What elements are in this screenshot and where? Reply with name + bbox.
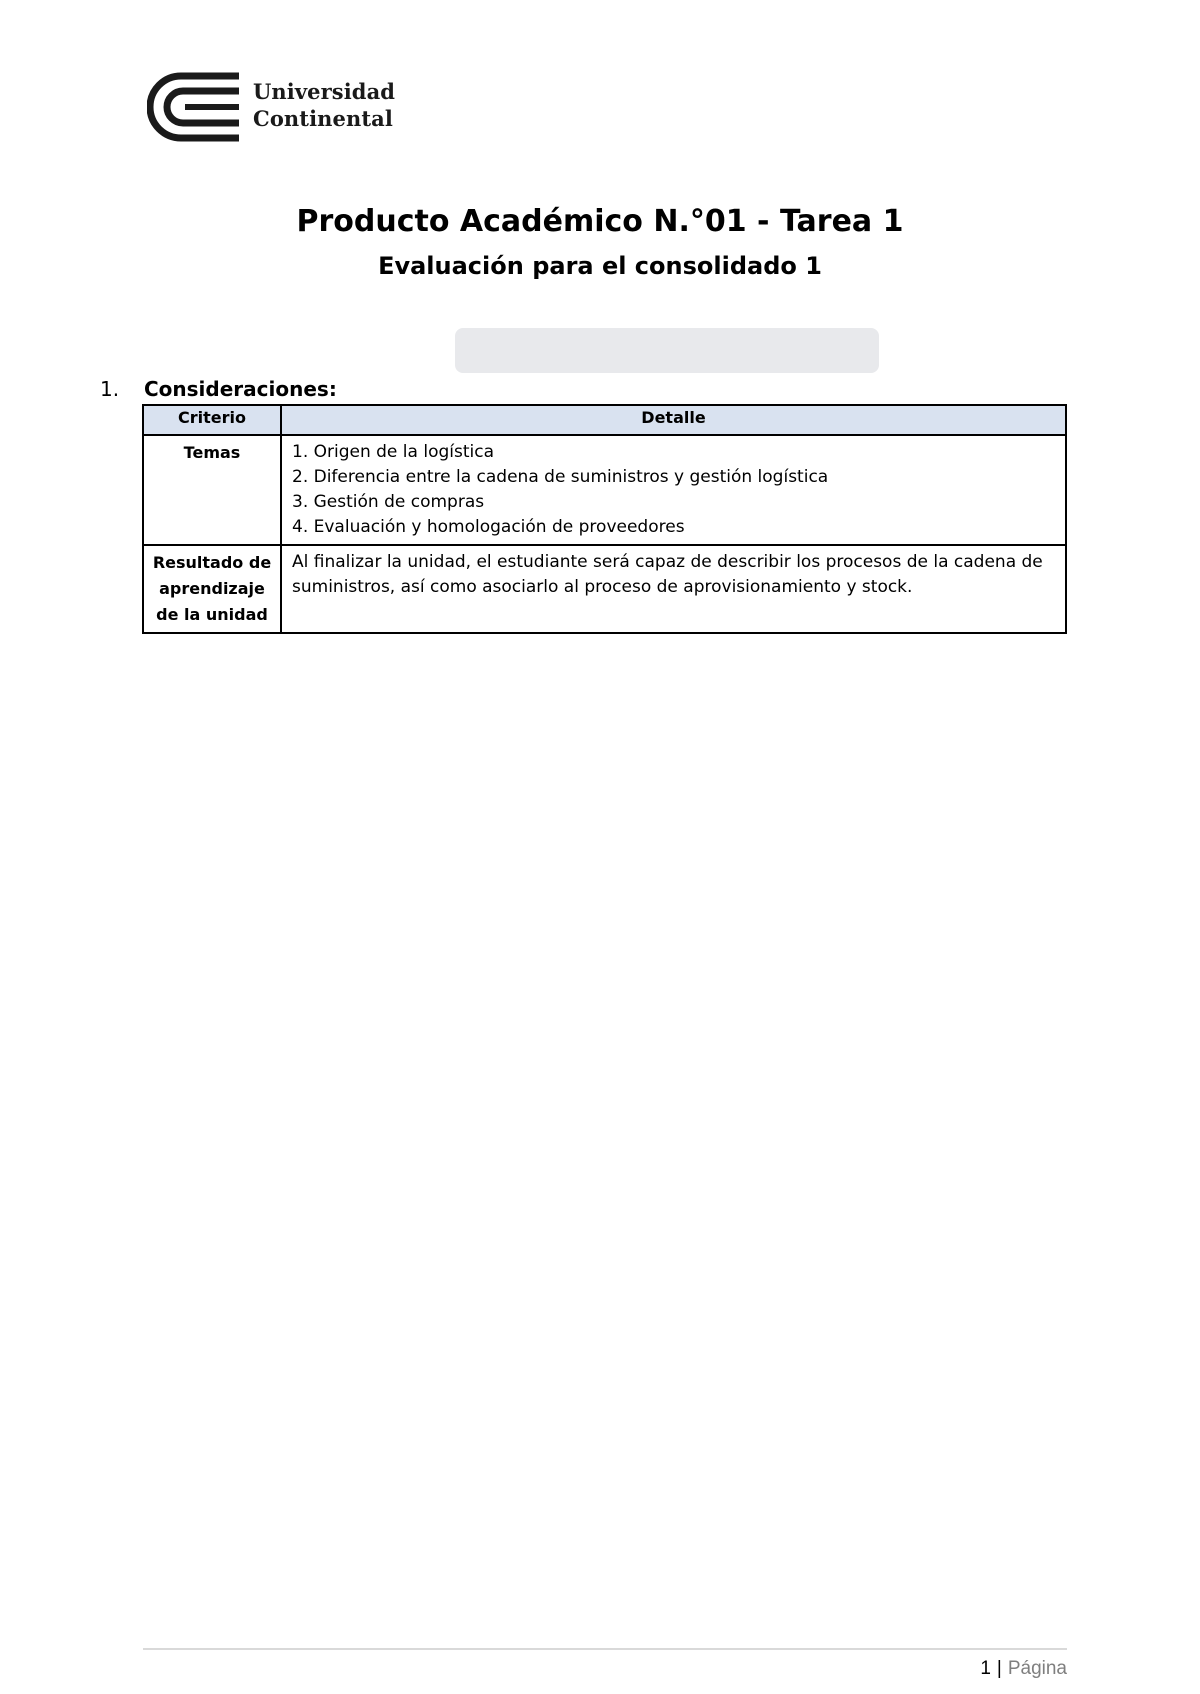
page-number: 1 (980, 1658, 991, 1679)
topic-line: 4. Evaluación y homologación de proveedores (292, 517, 685, 537)
university-logo (147, 72, 397, 142)
footer-divider (143, 1648, 1067, 1650)
detalle-cell: Al finalizar la unidad, el estudiante será capaz de describir los procesos de la cadena de suministros, así como asociarlo al proceso de aprovisionamiento y stock. (281, 545, 1066, 633)
table-header-row (143, 405, 1066, 435)
redacted-field (455, 328, 879, 373)
criterio-cell: Temas (143, 435, 281, 545)
logo-line-1: Universidad (253, 79, 396, 104)
page-footer (980, 1658, 1067, 1680)
footer-separator: | (996, 1658, 1002, 1679)
topic-line: 2. Diferencia entre la cadena de suministros y gestión logística (292, 467, 829, 487)
document-subtitle: Evaluación para el consolidado 1 (378, 252, 822, 280)
logo-wordmark (253, 78, 395, 132)
section-label: Consideraciones: (144, 377, 337, 401)
logo-line-2: Continental (253, 106, 393, 131)
criterio-cell: Resultado de aprendizaje de la unidad (143, 545, 281, 633)
universidad-continental-logo-icon (147, 72, 239, 142)
topic-line: 3. Gestión de compras (292, 492, 485, 512)
detalle-cell (281, 435, 1066, 545)
criteria-table (142, 404, 1067, 634)
section-heading (100, 377, 337, 401)
table-row (143, 435, 1066, 545)
table-row (143, 545, 1066, 633)
column-header-detalle: Detalle (281, 405, 1066, 435)
document-title: Producto Académico N.°01 - Tarea 1 (296, 204, 904, 239)
page-label: Página (1007, 1658, 1067, 1679)
section-number: 1. (100, 377, 120, 401)
column-header-criterio: Criterio (143, 405, 281, 435)
topic-line: 1. Origen de la logística (292, 442, 494, 462)
